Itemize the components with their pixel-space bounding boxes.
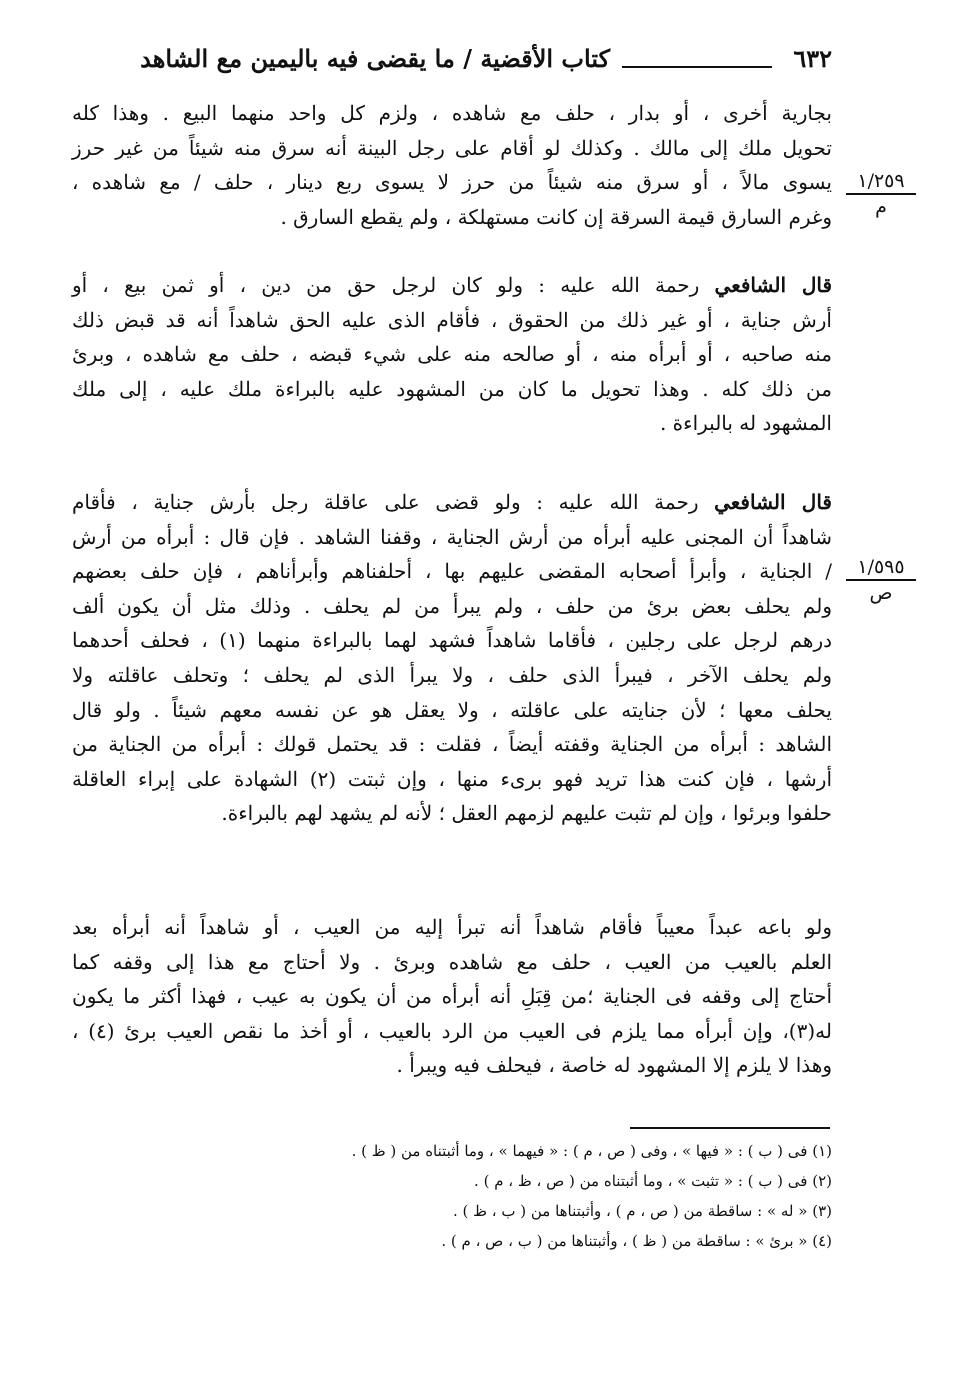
text-line: أرشها ، فإن كنت هذا تريد فهو برىء منها ، وإن ثبتت (٢) الشهادة على إبراء العاقلة bbox=[72, 766, 833, 791]
text-line: يسوى مالاً ، أو سرق منه شيئاً من حرز لا يسوى ربع دينار ، حلف / مع شاهده ، bbox=[72, 170, 833, 195]
margin-reference-number: ١/٢٥٩ bbox=[846, 170, 916, 195]
text-line bbox=[72, 485, 832, 520]
speaker-name: قال الشافعي bbox=[714, 490, 832, 514]
text-fragment: رحمة الله عليه : ولو كان لرجل حق من دين ، أو ثمن بيع ، أو bbox=[72, 273, 700, 297]
text-line: حلفوا وبرئوا ، وإن لم تثبت عليهم لزمهم العقل ؛ لأنه لم يشهد لهم بالبراءة. bbox=[221, 801, 832, 826]
text-line: ولم يحلف الآخر ، فيبرأ الذى حلف ، ولا يبرأ الذى لم يحلف ؛ وتحلف عاقلته ولا bbox=[72, 662, 832, 687]
margin-reference-edition: م bbox=[875, 196, 887, 218]
text-line: ولم يحلف بعض برئ من حلف ، ولم يبرأ من لم يحلف . وذلك مثل أن يكون ألف bbox=[72, 593, 832, 618]
text-line: أرش جناية ، أو غير ذلك من الحقوق ، فأقام الذى عليه الحق شاهداً أنه قد قبض ذلك bbox=[72, 307, 832, 332]
text-line: / الجناية ، وأبرأ أصحابه المقضى عليهم بها ، أحلفناهم وأبرأناهم ، فإن حلف بعضهم bbox=[72, 559, 832, 584]
text-fragment: رحمة الله عليه : ولو قضى على عاقلة رجل بأرش جناية ، فأقام bbox=[72, 490, 699, 514]
text-line: من ذلك كله . وهذا تحويل ما كان من المشهود عليه بالبراءة ملك عليه ، إلى ملك bbox=[72, 376, 832, 401]
paragraph-3 bbox=[72, 485, 832, 831]
text-line: درهم لرجل على رجلين ، فأقاما شاهداً فشهد لهما بالبراءة منهما (١) ، فحلف أحدهما bbox=[72, 628, 833, 653]
paragraph-4 bbox=[72, 910, 832, 1083]
header-rule bbox=[622, 66, 772, 68]
text-line: الشاهد : أبرأه من الجناية وقفته أيضاً ، فقلت : قد يحتمل قولك : أبرأه من الجناية من bbox=[72, 732, 832, 757]
margin-reference-edition: ص bbox=[869, 582, 893, 604]
text-line: وغرم السارق قيمة السرقة إن كانت مستهلكة ، ولم يقطع السارق . bbox=[280, 204, 832, 229]
header-title: كتاب الأقضية / ما يقضى فيه باليمين مع الشاهد bbox=[140, 44, 610, 73]
text-line: أحتاج إلى وقفه فى الجناية ؛من قِبَلِ أنه أبرأه من أن يكون به عيب ، فهذا أكثر ما يكون bbox=[72, 984, 832, 1009]
margin-reference-2 bbox=[846, 556, 916, 604]
text-line: له(٣)، وإن أبرأه مما يلزم فى العيب من الرد بالعيب ، أو أخذ ما نقص العيب برئ (٤) ، bbox=[72, 1018, 832, 1043]
running-header bbox=[72, 40, 832, 80]
footnote-rule bbox=[630, 1127, 830, 1129]
footnote-1: (١) فى ( ب ) : « فيها » ، وفى ( ص ، م ) : « فيهما » ، وما أثبتناه من ( ظ ) . bbox=[351, 1142, 832, 1160]
text-line: العلم بالعيب من العيب ، حلف مع شاهده وبرئ . ولا أحتاج مع هذا إلى وقفه كما bbox=[72, 949, 832, 974]
paragraph-1 bbox=[72, 96, 832, 234]
footnote-4: (٤) « برئ » : ساقطة من ( ظ ) ، وأثبتناها من ( ب ، ص ، م ) . bbox=[441, 1232, 832, 1250]
speaker-name: قال الشافعي bbox=[714, 273, 833, 297]
footnotes bbox=[280, 1136, 832, 1256]
text-line: شاهداً أن المجنى عليه أبرأه من أرش الجناية ، وقفنا الشاهد . فإن قال : أبرأه من أرش bbox=[72, 524, 832, 549]
text-line: يحلف معها ؛ لأن جنايته على عاقلته ، ولا يعقل هو عن نفسه معهم شيئاً . ولو قال bbox=[72, 697, 832, 722]
margin-reference-1 bbox=[846, 170, 916, 218]
text-line: ولو باعه عبداً معيباً فأقام شاهداً أنه تبرأ إليه من العيب ، أو شاهداً أنه أبرأه بعد bbox=[72, 915, 832, 939]
text-line bbox=[72, 268, 832, 303]
text-line: المشهود له بالبراءة . bbox=[659, 411, 832, 436]
page-number: ٦٣٢ bbox=[793, 44, 832, 73]
paragraph-2 bbox=[72, 268, 832, 441]
footnote-2: (٢) فى ( ب ) : « تثبت » ، وما أثبتناه من ( ص ، ظ ، م ) . bbox=[474, 1172, 832, 1190]
text-line: تحويل ملك إلى مالك . وكذلك لو أقام على رجل البينة أنه سرق منه شيئاً من غير حرز bbox=[72, 135, 832, 160]
text-line: وهذا لا يلزم إلا المشهود له خاصة ، فيحلف فيه ويبرأ . bbox=[396, 1053, 832, 1078]
text-line: منه صاحبه ، أو أبرأه منه ، أو صالحه منه على شيء قبضه ، حلف مع شاهده ، وبرئ bbox=[72, 342, 832, 367]
margin-reference-number: ١/٥٩٥ bbox=[846, 556, 916, 581]
footnote-3: (٣) « له » : ساقطة من ( ص ، م ) ، وأثبتناها من ( ب ، ظ ) . bbox=[452, 1202, 832, 1220]
text-line: بجارية أخرى ، أو بدار ، حلف مع شاهده ، ولزم كل واحد منهما البيع . وهذا كله bbox=[72, 101, 832, 125]
